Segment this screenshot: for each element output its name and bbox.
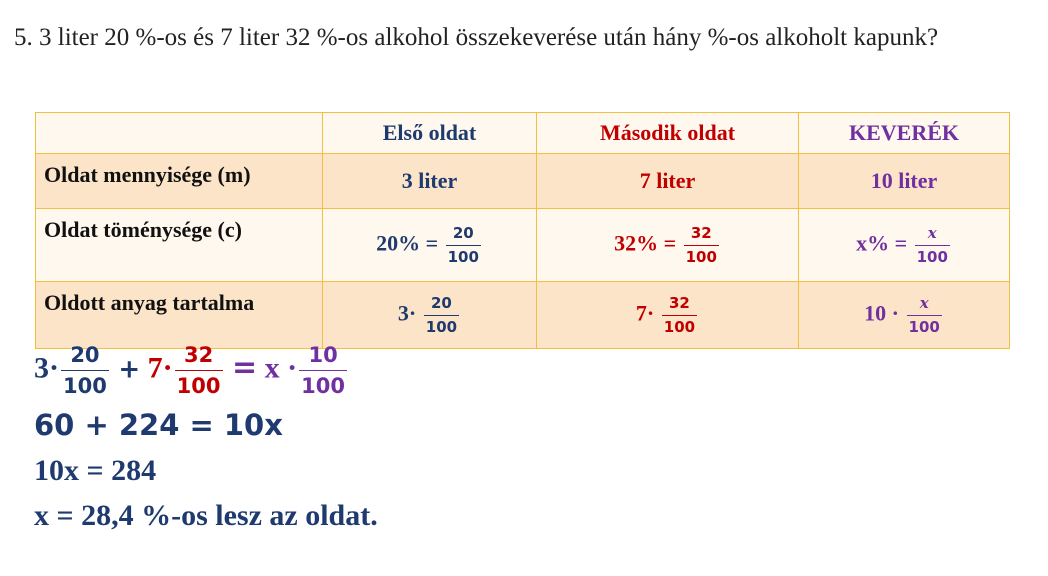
header-first-solution: Első oldat [323,113,537,154]
header-empty [36,113,323,154]
fraction-denominator: 100 [424,315,459,337]
fraction-numerator: 20 [70,343,100,367]
equation-line-1 [34,342,349,399]
fraction-numerator: 10 [308,343,338,367]
fraction-denominator: 100 [662,315,697,337]
fraction-numerator: 32 [690,223,712,242]
solute-first-fraction [424,294,459,337]
concentration-second [537,209,799,282]
fraction-denominator: 100 [299,370,347,399]
fraction-denominator: 100 [446,245,481,267]
amount-mix: 10 liter [799,154,1010,209]
fraction-numerator: 32 [668,293,690,312]
concentration-mix [799,209,1010,282]
fraction-denominator: 100 [61,370,109,399]
mixture-table [35,112,1010,349]
table-header-row [36,113,1010,154]
fraction-numerator: 20 [452,223,474,242]
concentration-first-fraction [446,224,481,267]
table-row-amount [36,154,1010,209]
concentration-mix-fraction [915,224,950,267]
eq1-fraction-a [61,342,109,399]
eq1-plus: + [118,354,141,385]
concentration-first-prefix: 20% = [376,230,439,256]
fraction-denominator: 100 [907,315,942,337]
table-row-solute [36,282,1010,349]
fraction-denominator: 100 [684,245,719,267]
solute-first [323,282,537,349]
table-row-concentration [36,209,1010,282]
fraction-numerator: 32 [183,343,214,367]
amount-second: 7 liter [537,154,799,209]
eq1-equals: = [232,350,258,386]
fraction-numerator: x [927,223,937,242]
eq1-fraction-c [299,342,347,399]
fraction-denominator: 100 [915,245,950,267]
concentration-second-fraction [684,224,719,267]
problem-statement: 5. 3 liter 20 %-os és 7 liter 32 %-os alkohol összekeverése után hány %-os alkoholt kapunk? [14,24,939,51]
concentration-first [323,209,537,282]
solute-mix [799,282,1010,349]
solute-mix-prefix: 10 · [864,300,900,326]
fraction-numerator: x [919,293,929,312]
eq1-term-a: 3· [34,351,60,385]
amount-first: 3 liter [323,154,537,209]
row-label-solute: Oldott anyag tartalma [36,282,323,349]
solute-mix-fraction [907,294,942,337]
solute-second [537,282,799,349]
row-label-amount: Oldat mennyisége (m) [36,154,323,209]
concentration-mix-prefix: x% = [856,230,908,256]
eq1-fraction-b [175,342,223,399]
solute-first-prefix: 3· [397,300,417,326]
concentration-second-prefix: 32% = [614,230,677,256]
eq1-term-c: x · [264,351,298,385]
header-mixture: KEVERÉK [799,113,1010,154]
equation-line-2: 60 + 224 = 10x [34,408,283,442]
result-line: x = 28,4 %-os lesz az oldat. [34,499,378,532]
solute-second-fraction [662,294,697,337]
fraction-numerator: 20 [430,293,452,312]
equation-line-3: 10x = 284 [34,454,157,487]
solute-second-prefix: 7· [635,300,655,326]
row-label-concentration: Oldat töménysége (c) [36,209,323,282]
header-second-solution: Második oldat [537,113,799,154]
fraction-denominator: 100 [175,370,223,399]
eq1-term-b: 7· [147,351,173,385]
